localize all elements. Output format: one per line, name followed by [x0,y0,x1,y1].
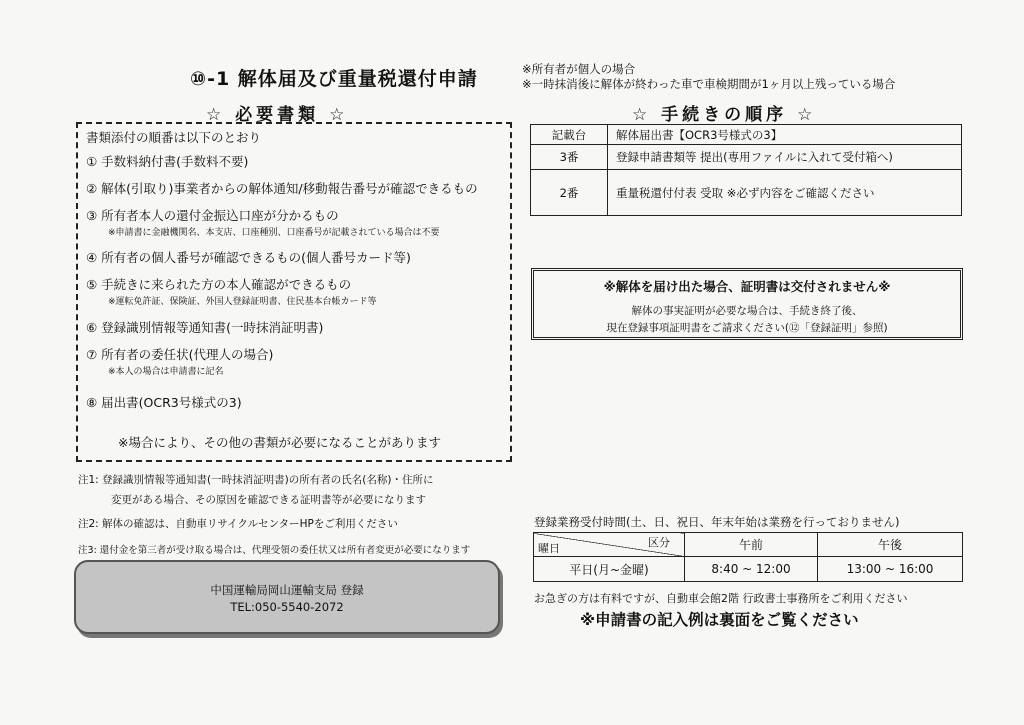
table-row [531,170,962,216]
step-action: 解体届出書【OCR3号様式の3】 [608,125,962,145]
contact-phone: TEL:050-5540-2072 [230,600,344,614]
footnote-2: 注2: 解体の確認は、自動車リサイクルセンターHPをご利用ください [78,518,398,530]
document-item [86,179,502,197]
document-item-note: ※本人の場合は申請書に記名 [108,367,224,377]
note-remaining-inspection: ※一時抹消後に解体が終わった車で車検期間が1ヶ月以上残っている場合 [522,77,896,91]
documents-intro: 書類添付の順番は以下のとおり [86,130,262,145]
hours-header-am: 午前 [685,533,818,557]
document-item [86,152,502,170]
header-notes [522,62,895,92]
footnote-1-cont: 変更がある場合、その原因を確認できる証明書等が必要になります [111,494,426,506]
business-hours-table [533,532,963,582]
document-item-note: ※申請書に金融機関名、本支店、口座種別、口座番号が記載されている場合は不要 [108,228,440,238]
contact-box [74,560,500,634]
step-place: 2番 [531,170,608,216]
documents-closing-note: ※場合により、その他の書類が必要になることがあります [118,435,441,450]
procedure-steps-table [530,124,962,216]
hours-corner-cell [534,533,685,557]
table-row [531,125,962,145]
document-item [86,248,502,266]
page-title: ⑩-1 解体届及び重量税還付申請 [190,68,478,90]
document-item-note: ※運転免許証、保険証、外国人登録証明書、住民基本台帳カード等 [108,297,377,307]
step-action: 登録申請書類等 提出(専用ファイルに入れて受付箱へ) [608,145,962,170]
document-item-text: ③ 所有者本人の還付金振込口座が分かるもの [86,208,339,223]
contact-office: 中国運輸局岡山運輸支局 登録 [210,583,364,597]
document-item-text: ⑧ 届出書(OCR3号様式の3) [86,395,242,410]
document-item-text: ⑥ 登録識別情報等通知書(一時抹消証明書) [86,320,324,335]
hours-row-label: 平日(月~金曜) [534,557,685,582]
required-documents-box [76,122,512,462]
certificate-notice-line2: 現在登録事項証明書をご請求ください(⑫「登録証明」参照) [606,322,888,334]
document-item-text: ⑦ 所有者の委任状(代理人の場合) [86,347,274,362]
hours-header-pm: 午後 [818,533,963,557]
table-row [534,557,963,582]
required-documents-heading: ☆ 必要書類 ☆ [206,105,349,125]
corner-weekday-label: 曜日 [538,542,560,555]
document-item [86,393,502,411]
urgent-service-note: お急ぎの方は有料ですが、自動車会館2階 行政書士事務所をご利用ください [534,592,908,605]
see-reverse-note: ※申請書の記入例は裏面をご覧ください [580,611,859,629]
certificate-notice-box [531,268,963,340]
step-action: 重量税還付付表 受取 ※必ず内容をご確認ください [608,170,962,216]
document-item [86,345,502,377]
hours-pm-value: 13:00 ~ 16:00 [818,557,963,582]
table-row [534,533,963,557]
document-item [86,318,502,336]
hours-am-value: 8:40 ~ 12:00 [685,557,818,582]
document-item [86,206,502,238]
document-item-text: ② 解体(引取り)事業者からの解体通知/移動報告番号が確認できるもの [86,181,478,196]
footnote-3: 注3: 還付金を第三者が受け取る場合は、代理受領の委任状又は所有者変更が必要になります [78,545,471,556]
document-item [86,275,502,307]
certificate-notice-title: ※解体を届け出た場合、証明書は交付されません※ [603,279,891,294]
table-row [531,145,962,170]
certificate-notice-line1: 解体の事実証明が必要な場合は、手続き終了後、 [631,305,863,317]
step-place: 記載台 [531,125,608,145]
document-item-text: ⑤ 手続きに来られた方の本人確認ができるもの [86,277,352,292]
procedure-order-heading: ☆ 手続きの順序 ☆ [632,105,817,125]
note-individual-owner: ※所有者が個人の場合 [522,62,636,76]
corner-category-label: 区分 [648,536,670,549]
document-item-text: ④ 所有者の個人番号が確認できるもの(個人番号カード等) [86,250,411,265]
step-place: 3番 [531,145,608,170]
document-item-text: ① 手数料納付書(手数料不要) [86,154,249,169]
footnote-1: 注1: 登録識別情報等通知書(一時抹消証明書)の所有者の氏名(名称)・住所に [78,474,434,486]
business-hours-title: 登録業務受付時間(土、日、祝日、年末年始は業務を行っておりません) [534,515,900,529]
